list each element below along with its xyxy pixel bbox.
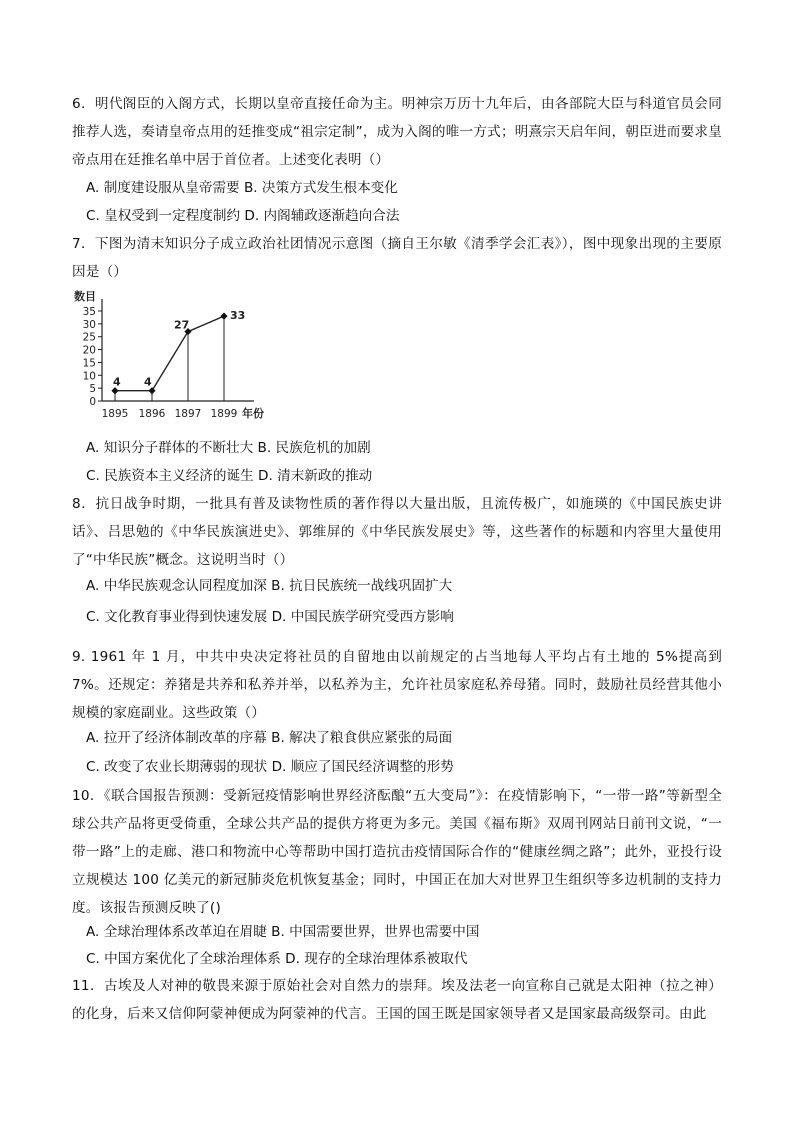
- data-label: 27: [174, 318, 190, 332]
- x-tick-label: 1897: [174, 408, 202, 420]
- political-societies-chart: [72, 286, 292, 434]
- question-11-stem: 11．古埃及人对神的敬畏来源于原始社会对自然力的崇拜。埃及法老一向宣称自己就是太阳神（拉之神）的化身，后来又信仰阿蒙神便成为阿蒙神的代言。王国的国王既是国家领导者又是国家最高级祭司。由此: [72, 978, 722, 1022]
- question-10-options-cd: C. 中国方案优化了全球治理体系 D. 现存的全球治理体系被取代: [86, 951, 468, 967]
- y-tick-label: 35: [82, 306, 96, 318]
- y-tick-label: 15: [82, 357, 96, 370]
- question-7-options-cd: C. 民族资本主义经济的诞生 D. 清末新政的推动: [86, 468, 373, 484]
- question-6-stem: 6．明代阁臣的入阁方式，长期以皇帝直接任命为主。明神宗万历十九年后，由各部院大臣与科道官员会同推荐人选，奏请皇帝点用的廷推变成“祖宗定制”，成为入阁的唯一方式；明熹宗天启年间，朝臣进而要求皇帝点用在廷推名单中居于首位者。上述变化表明（）: [72, 96, 722, 168]
- data-label: 4: [113, 375, 121, 389]
- y-tick-label: 30: [82, 318, 96, 331]
- question-10-stem: 10．《联合国报告预测：受新冠疫情影响世界经济酝酿“五大变局”》：在疫情影响下，“一带一路”等新型全球公共产品将更受倚重，全球公共产品的提供方将更为多元。美国《福布斯》双周刊网站日前刊文说，“一带一路”上的走廊、港口和物流中心等帮助中国打造抗击疫情国际合作的“健康丝绸之路”；此外，亚投行设立规模达 100 亿美元的新冠肺炎危机恢复基金；同时，中国正在加大对世界卫生组织等多边机制的支持力度。该报告预测反映了(): [72, 788, 722, 916]
- question-6-options-cd: C. 皇权受到一定程度制约 D. 内阁辅政逐渐趋向合法: [86, 208, 400, 224]
- y-tick-label: 5: [89, 383, 96, 396]
- data-label: 33: [230, 309, 246, 323]
- question-7-stem: 7．下图为清末知识分子成立政治社团情况示意图（摘自王尔敏《清季学会汇表》），图中现象出现的主要原因是（）: [72, 236, 722, 280]
- y-tick-label: 25: [82, 331, 96, 344]
- question-8-options-ab: A. 中华民族观念认同程度加深 B. 抗日民族统一战线巩固扩大: [86, 578, 453, 594]
- question-6-options-ab: A. 制度建设服从皇帝需要 B. 决策方式发生根本变化: [86, 180, 398, 196]
- y-tick-label: 0: [89, 396, 96, 408]
- x-axis-label: 年份: [242, 407, 264, 420]
- x-tick-label: 1895: [101, 408, 129, 420]
- data-point: [220, 313, 227, 320]
- question-8-options-cd: C. 文化教育事业得到快速发展 D. 中国民族学研究受西方影响: [86, 609, 454, 625]
- question-8-stem: 8．抗日战争时期，一批具有普及读物性质的著作得以大量出版，且流传极广，如施瑛的《中国民族史讲话》、吕思勉的《中华民族演进史》、郭维屏的《中华民族发展史》等，这些著作的标题和内容里大量使用了“中华民族”概念。这说明当时（）: [72, 496, 722, 568]
- question-9-options-cd: C. 改变了农业长期薄弱的现状 D. 顺应了国民经济调整的形势: [86, 759, 454, 775]
- question-9-stem: 9. 1961 年 1 月，中共中央决定将社员的自留地由以前规定的占当地每人平均占有土地的 5%提高到 7%。还规定：养猪是共养和私养并举，以私养为主，允许社员家庭私养母猪。同时，鼓励社员经营其他小规模的家庭副业。这些政策（）: [72, 649, 722, 721]
- y-tick-label: 10: [82, 370, 96, 383]
- x-tick-label: 1896: [138, 408, 166, 420]
- x-tick-label: 1899: [210, 408, 238, 420]
- question-7-options-ab: A. 知识分子群体的不断壮大 B. 民族危机的加剧: [86, 440, 371, 456]
- y-axis-label: 数目: [74, 290, 96, 303]
- question-9-options-ab: A. 拉开了经济体制改革的序幕 B. 解决了粮食供应紧张的局面: [86, 730, 453, 746]
- y-tick-label: 20: [82, 344, 96, 357]
- question-10-options-ab: A. 全球治理体系改革迫在眉睫 B. 中国需要世界，世界也需要中国: [86, 924, 480, 940]
- data-label: 4: [144, 375, 152, 389]
- series-line: [115, 316, 224, 391]
